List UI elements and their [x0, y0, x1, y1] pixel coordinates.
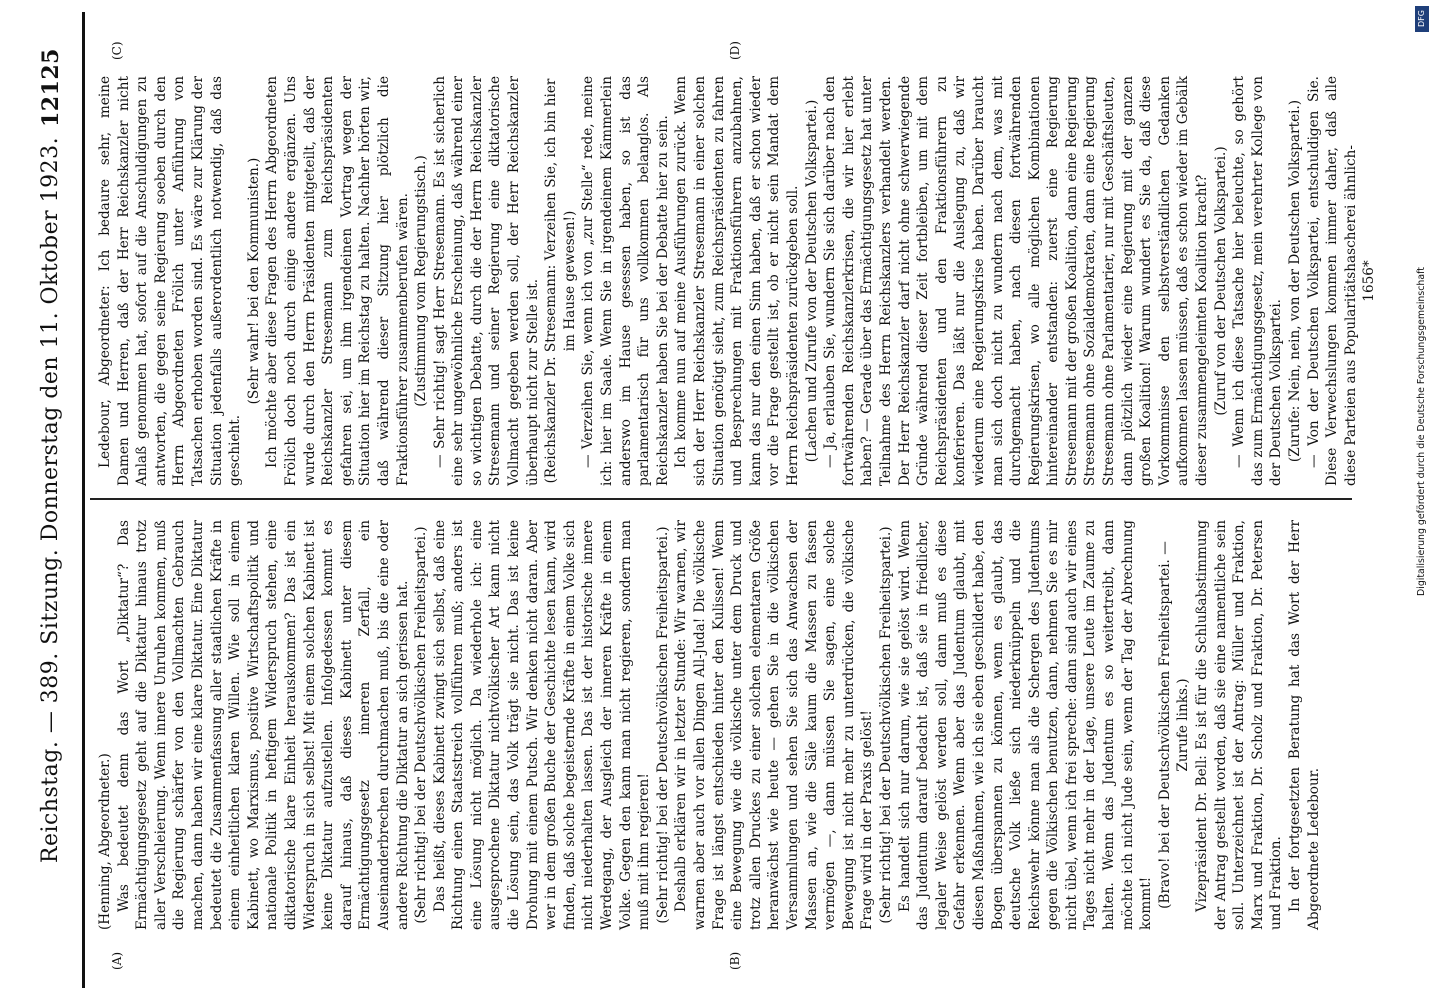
paragraph: — Ja, erlauben Sie, wundern Sie sich darüber nach den fortwährenden Reichskanzlerkrisen, die wir hier erlebt haben? — Gerade über das Ermächtigungsgesetz hat unter Teilnahme des Herrn Reichskanzlers verhandelt werden. Der Herr Reichskanzler darf nicht ohne schwerwiegende Gründe während dieser Zeit fortbleiben, um mit dem Reichspräsidenten und den Fraktionsführern zu konferieren. Das läßt nur die Auslegung zu, daß wir wiederum eine Regierungskrise haben. Darüber braucht man sich doch nicht zu wundern nach dem, was mit durchgemacht haben, nach diesen fortwährenden Regierungskrisen, wo alle möglichen Kombinationen hintereinander entstanden: zuerst eine Regierung Stresemann mit der großen Koalition, dann eine Regierung Stresemann ohne Sozialdemokraten, dann eine Regierung Stresemann ohne Parlamentarier, nur mit Geschäftsleuten, dann plötzlich wieder eine Regierung mit der ganzen großen Koalition! Warum wundert es Sie da, daß diese Vorkommnisse den selbstverständlichen Gedanken aufkommen lassen müssen, daß es schon wieder im Gebälk dieser zusammengeleimten Koalition kracht? — [822, 76, 1211, 486]
interjection: (Sehr wahr! bei den Kommunisten.) — [245, 157, 262, 405]
paragraph: — Sehr richtig! sagt Herr Stresemann. Es ist sicherlich eine sehr ungewöhnliche Erscheinung, daß während einer so wichtigen Debatte, durch die der Herrn Reichskanzler Stresemann und seiner Regierung eine diktatorische Vollmacht gegeben werden soll, der Herr Reichskanzler überhaupt nicht zur Stelle ist. — [431, 76, 541, 486]
interjection: (Lachen und Zurufe von der Deutschen Volkspartei.) — [803, 99, 820, 463]
paragraph: — Verzeihen Sie, wenn ich von „zur Stelle“ rede, meine ich: hier im Saale. Wenn Sie in irgendeinem Kämmerlein anderswo im Hause gesessen haben, so ist das parlamentarisch für uns vollkommen belanglos. Als Reichskanzler haben Sie bei der Debatte hier zu sein. — [580, 76, 671, 486]
paragraph: — Von der Deutschen Volkspartei, entschuldigen Sie. Diese Verwechslungen kommen immer daher, daß alle diese Parteien aus Popularitätshascherei ähnlich- — [1305, 76, 1359, 486]
paragraph: In der fortgesetzten Beratung hat das Wort der Herr Abgeordnete Ledebour. — [1287, 520, 1322, 930]
page-header — [38, 28, 78, 972]
header-rule — [82, 12, 85, 988]
interjection: (Sehr richtig! bei der Deutschvölkischen Freiheitspartei.) — [413, 526, 430, 924]
interjection: (Sehr richtig! bei der Deutschvölkischen Freiheitspartei.) — [654, 526, 671, 924]
interjection: (Sehr richtig! bei der Deutschvölkischen Freiheitspartei.) — [877, 526, 894, 924]
header-title: Reichstag. — 389. Sitzung. Donnerstag den 11. Oktober 1923. — [38, 136, 63, 864]
paragraph: Ledebour, Abgeordneter: Ich bedaure sehr, meine Damen und Herren, daß der Herr Reichskanzler nicht Anlaß genommen hat, sofort auf die Anschuldigungen zu antworten, die gegen seine Regierung soeben durch den Herrn Abgeordneten Frölich unter Anführung von Tatsachen erhoben worden sind. Es wäre zur Klärung der Situation jedenfalls außerordentlich notwendig, daß das geschieht. — [97, 76, 244, 486]
page-number: 12125 — [38, 48, 64, 128]
digitization-stamp — [1414, 6, 1430, 606]
digitization-credit: Digitalisierung gefördert durch die Deutsche Forschungsgemeinschaft — [1416, 267, 1427, 596]
interjection: (Zustimmung vom Regierungstisch.) — [413, 155, 430, 407]
speaker-continuation: (Henning, Abgeordneter.) — [97, 753, 113, 930]
paragraph: Was bedeutet denn das Wort „Diktatur“? Das Ermächtigungsgesetz geht auf die Diktatur hinaus trotz aller Verschleierung. Wenn innere Unruhen kommen, muß die Regierung schärfer von den Vollmachten Gebrauch machen, dann haben wir eine klare Diktatur. Eine Diktatur bedeutet die Zusammenfassung aller staatlichen Kräfte in einem einheitlichen klaren Willen. Wie soll in einem Kabinett, wo Marxismus, positive Wirtschaftspolitik und nationale Politik in heftigem Widerspruch stehen, eine diktatorische klare Einheit herauskommen? Das ist ein Widerspruch in sich selbst! Mit einem solchen Kabinett ist keine Diktatur aufzustellen. Infolgedessen kommt es darauf hinaus, daß dieses Kabinett unter diesem Ermächtigungsgesetz inneren Zerfall, ein Auseinanderbrechen durchmachen muß, bis die eine oder andere Richtung die Diktatur an sich gerissen hat. — [115, 520, 411, 930]
paragraph: Deshalb erklären wir in letzter Stunde: Wir warnen, wir warnen aber auch vor allen Dingen All-Juda! Die völkische Frage ist längst entschieden hinter den Kulissen! Wenn eine Bewegung wie die völkische unter dem Druck und trotz allen Druckes zu einer solchen elementaren Größe heranwächst wie heute — gehen Sie in die völkischen Versammlungen und sehen Sie sich das Anwachsen der Massen an, wie die Säle kaum die Massen zu fassen vermögen —, dann müssen Sie sagen, eine solche Bewegung ist nicht mehr zu unterdrücken, die völkische Frage wird in der Praxis gelöst! — [673, 520, 876, 930]
margin-marker-a: (A) — [110, 951, 124, 970]
column-divider — [90, 498, 1352, 500]
paragraph: Vizepräsident Dr. Bell: Es ist für die Schlußabstimmung der Antrag gestellt worden, daß sie eine namentliche sein soll. Unterzeichnet ist der Antrag: Müller und Fraktion, Marx und Fraktion, Dr. Scholz und Fraktion, Dr. Petersen und Fraktion. — [1194, 520, 1285, 930]
interjection: (Zurufe: Nein, nein, von der Deutschen Volkspartei.) — [1287, 99, 1303, 463]
interjection: (Reichskanzler Dr. Stresemann: Verzeihen Sie, ich bin hier im Hause gewesen!) — [543, 78, 578, 484]
margin-marker-c: (C) — [110, 41, 124, 60]
paragraph: — Wenn ich diese Tatsache hier beleuchte, so gehört das zum Ermächtigungsgesetz, mein verehrter Kollege von der Deutschen Volkspartei. — [1231, 76, 1285, 486]
interjection: (Bravo! bei der Deutschvölkischen Freiheitspartei. — Zurufe links.) — [1156, 541, 1192, 909]
margin-marker-b: (B) — [728, 951, 742, 970]
paragraph: Ich komme nun auf meine Ausführungen zurück. Wenn sich der Herr Reichskanzler Stresemann in einer solchen Situation genötigt sieht, zum Reichspräsidenten zu fahren und Besprechungen mit Fraktionsführern anzubahnen, kann das nur den einen Sinn haben, daß er schon wieder vor die Frage gestellt ist, ob er nicht sein Mandat dem Herrn Reichspräsidenten zurückgeben soll. — [673, 76, 801, 486]
interjection: (Zuruf von der Deutschen Volkspartei.) — [1212, 146, 1229, 416]
left-column — [96, 520, 1352, 930]
paragraph: Das heißt, dieses Kabinett zwingt sich selbst, daß eine Richtung einen Staatsstreich vollführen muß; anders ist eine Lösung nicht möglich. Da wiederhole ich: eine ausgesprochene Diktatur nichtvölkischer Art kann nicht die Lösung sein, das Volk trägt sie nicht. Das ist keine Drohung mit einem Putsch. Wir denken nicht daran. Aber wer in dem großen Buche der Geschichte lesen kann, wird finden, daß solche begeisternde Kräfte in einem Volke sich nicht niederhalten lassen. Das ist der historische innere Werdegang, der Ausgleich der inneren Kräfte in einem Volke. Gegen den kann man nicht regieren, sondern man muß mit ihm regieren! — [431, 520, 653, 930]
paragraph: Ich möchte aber diese Fragen des Herrn Abgeordneten Frölich doch noch durch einige andere ergänzen. Uns wurde durch den Herrn Präsidenten mitgeteilt, daß der Reichskanzler Stresemann zum Reichspräsidenten gefahren sei, um ihm irgendeinen Vortrag wegen der Situation hier im Reichstag zu halten. Nachher hörten wir, daß während dieser Sitzung hier plötzlich die Fraktionsführer zusammenberufen wären. — [264, 76, 411, 486]
right-column — [96, 76, 1378, 486]
dfg-logo: DFG — [1415, 6, 1429, 32]
paragraph: Es handelt sich nur darum, wie sie gelöst wird. Wenn das Judentum darauf bedacht ist, daß sie in friedlicher, legaler Weise gelöst werden soll, dann muß es diese Gefahr erkennen. Wenn aber das Judentum glaubt, mit diesen Maßnahmen, wie ich sie eben geschildert habe, den Bogen überspannen zu können, wenn es glaubt, das deutsche Volk ließe sich niederknüppeln und die Reichswehr könne man als die Schergen des Judentums gegen die Völkischen benutzen, dann, nehmen Sie es mir nicht übel, wenn ich frei spreche: dann sind auch wir eines Tages nicht mehr in der Lage, unsere Leute im Zaume zu halten. Wenn das Judentum es so weitertreibt, dann möchte ich nicht Jude sein, wenn der Tag der Abrechnung kommt! — [896, 520, 1155, 930]
margin-marker-d: (D) — [728, 41, 742, 60]
sheet-number: 1656* — [1361, 260, 1378, 302]
